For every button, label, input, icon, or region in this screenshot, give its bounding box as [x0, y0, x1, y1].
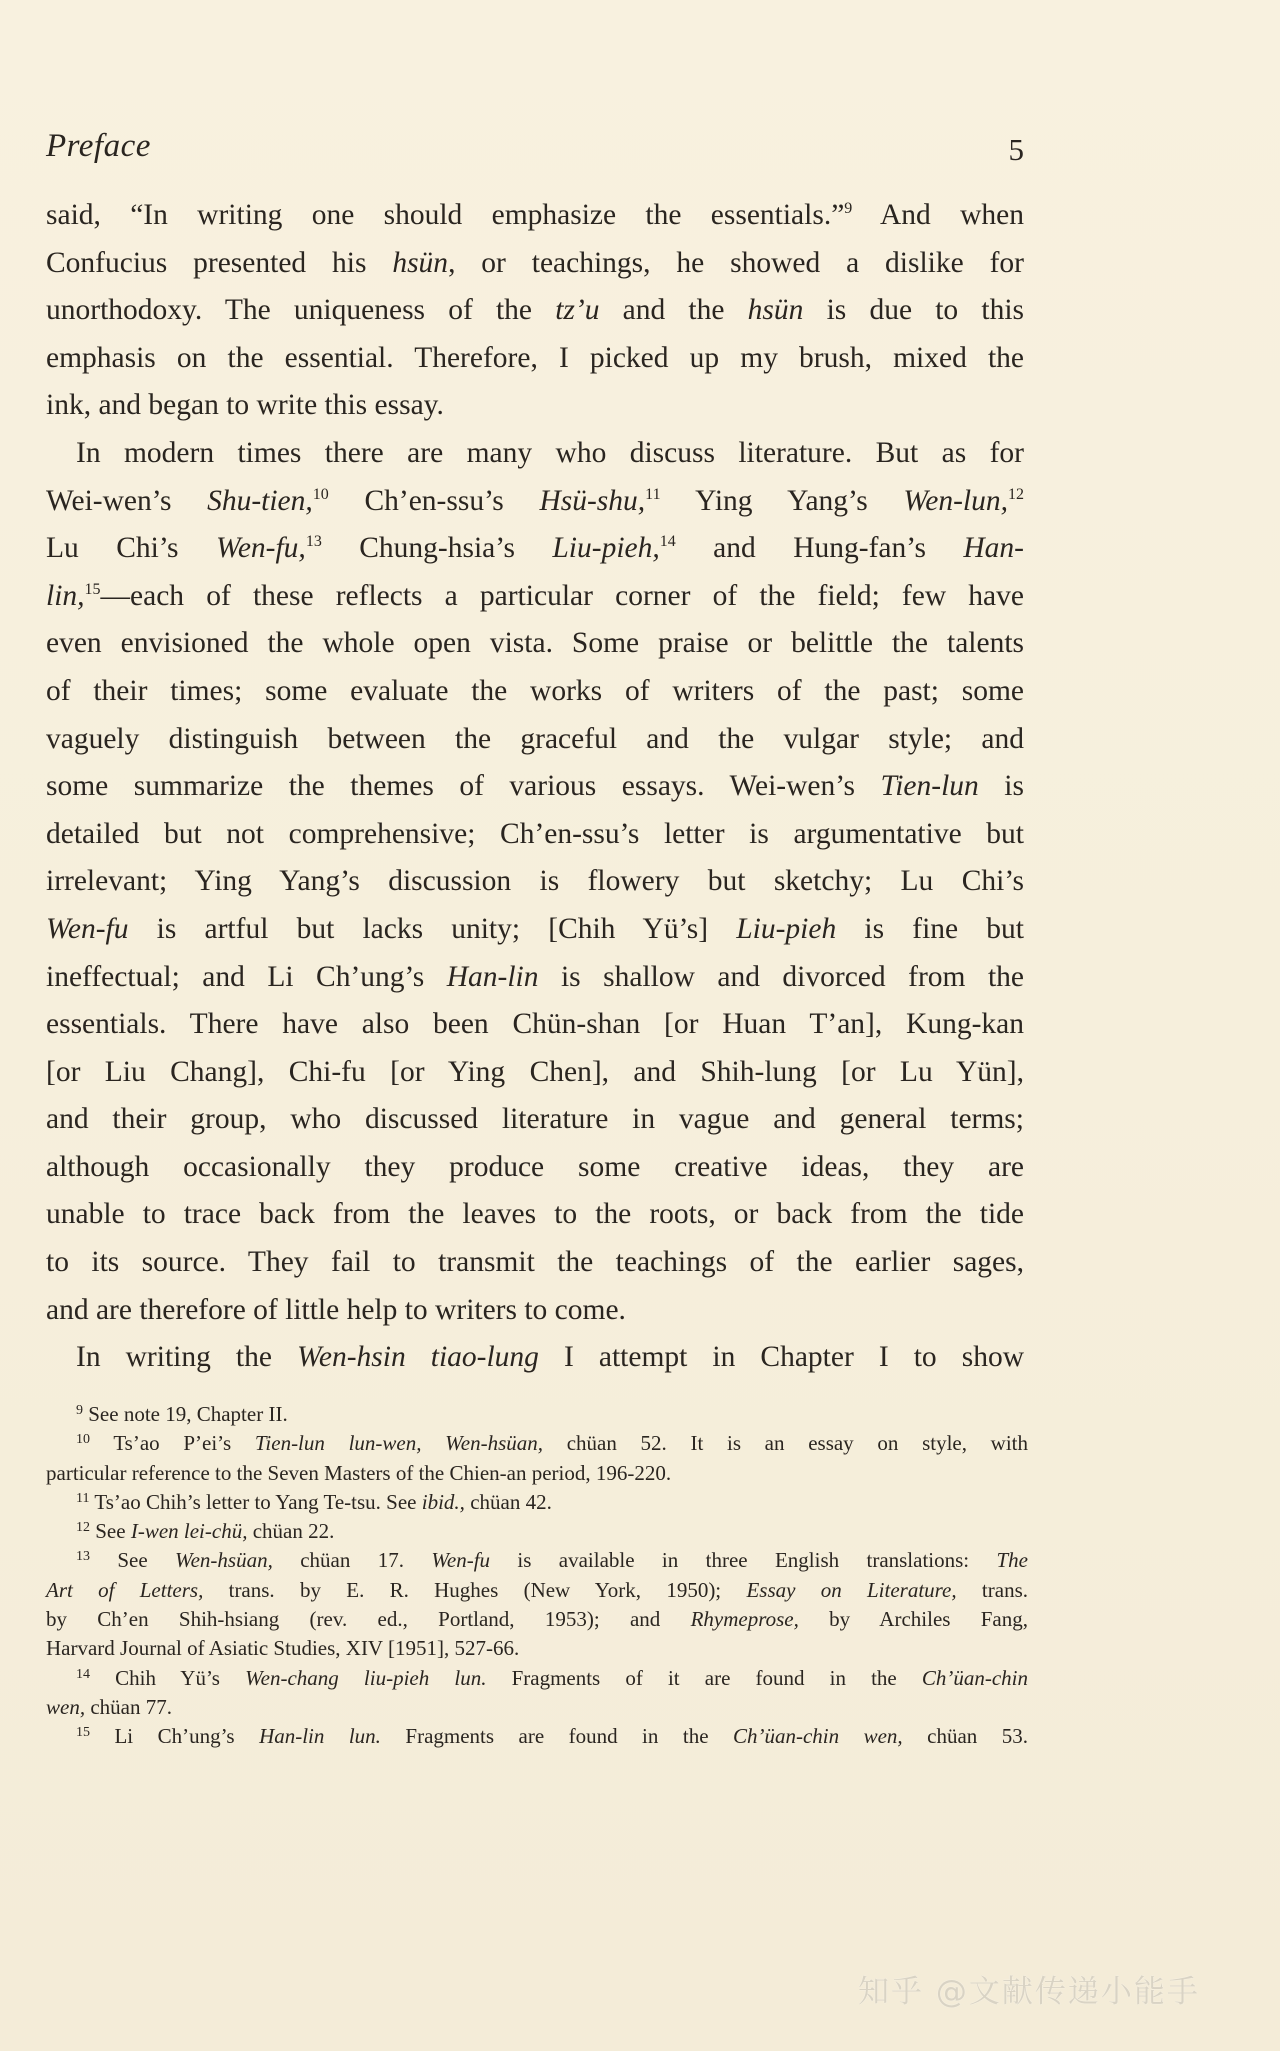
- footnote-line: [46, 1664, 1028, 1693]
- text-run: and their group, who discussed literature in vague and general terms;: [46, 1103, 1024, 1136]
- text-run: irrelevant; Ying Yang’s discussion is flowery but sketchy; Lu Chi’s: [46, 865, 1024, 898]
- text-line: [46, 1001, 1024, 1049]
- text-run: even envisioned the whole open vista. Some praise or belittle the talents: [46, 627, 1024, 660]
- text-line: [46, 1049, 1024, 1097]
- text-run: chüan 77.: [85, 1694, 172, 1719]
- text-run: trans. by E. R. Hughes (New York, 1950);: [203, 1577, 747, 1602]
- text-run: of their times; some evaluate the works of writers of the past; some: [46, 674, 1024, 707]
- text-run: Fragments are found in the: [380, 1724, 733, 1749]
- italic-title: Tien-lun lun-wen, Wen-hsüan,: [254, 1431, 543, 1456]
- footnote-line: [46, 1459, 1028, 1488]
- footnote-marker: 9: [76, 1403, 83, 1418]
- text-run: Harvard Journal of Asiatic Studies, XIV [1951], 527-66.: [46, 1636, 520, 1661]
- text-run: is: [978, 770, 1024, 803]
- text-run: See: [90, 1519, 131, 1544]
- text-line: [46, 1096, 1024, 1144]
- text-run: and are therefore of little help to writers to come.: [46, 1293, 626, 1326]
- footnote-line: [46, 1576, 1028, 1605]
- text-run: Fragments of it are found in the: [486, 1665, 922, 1690]
- italic-title: Han-lin: [446, 960, 539, 993]
- text-run: chüan 17.: [272, 1548, 432, 1573]
- text-run: In modern times there are many who discuss literature. But as for: [76, 436, 1024, 469]
- text-line: [46, 1334, 1024, 1382]
- text-run: Chung-hsia’s: [321, 532, 553, 565]
- text-run: chüan 22.: [247, 1519, 335, 1544]
- text-run: See: [90, 1548, 176, 1573]
- footnote-marker: 14: [76, 1666, 90, 1682]
- footnote-line: [46, 1693, 1028, 1722]
- text-run: by Archiles Fang,: [798, 1607, 1028, 1632]
- text-line: [46, 1144, 1024, 1192]
- text-run: by Ch’en Shih-hsiang (rev. ed., Portland, 1953); and: [46, 1607, 691, 1632]
- text-run: unorthodoxy. The uniqueness of the: [46, 294, 556, 327]
- footnote-marker: 13: [305, 533, 322, 551]
- text-line: [46, 858, 1024, 906]
- text-line: [46, 573, 1024, 621]
- text-line: [46, 954, 1024, 1002]
- italic-title: hsün: [392, 246, 449, 279]
- text-run: Ch’en-ssu’s: [328, 484, 540, 517]
- footnote-marker: 13: [76, 1549, 90, 1565]
- text-run: particular reference to the Seven Masters of the Chien-an period, 196-220.: [46, 1460, 672, 1485]
- footnotes: [46, 1400, 1028, 1752]
- footnote-marker: 15: [84, 580, 101, 598]
- text-run: [or Liu Chang], Chi-fu [or Ying Chen], and Shih-lung [or Lu Yün],: [46, 1055, 1024, 1088]
- text-run: In writing the: [76, 1341, 297, 1374]
- text-line: [46, 620, 1024, 668]
- text-run: and the: [599, 294, 748, 327]
- text-run: is available in three English translations:: [490, 1548, 997, 1573]
- italic-title: Essay on Literature,: [746, 1577, 957, 1602]
- text-run: I attempt in Chapter I to show: [538, 1341, 1024, 1374]
- italic-title: Han-: [963, 532, 1024, 565]
- footnote-marker: 10: [76, 1432, 90, 1448]
- page-number: 5: [1008, 132, 1024, 167]
- text-run: some summarize the themes of various essays. Wei-wen’s: [46, 770, 881, 803]
- text-run: —each of these reflects a particular corner of the field; few have: [100, 579, 1024, 612]
- italic-title: Wen-fu,: [215, 532, 306, 565]
- footnote-line: [46, 1605, 1028, 1634]
- text-run: and Hung-fan’s: [675, 532, 964, 565]
- text-run: Wei-wen’s: [46, 484, 208, 517]
- footnote-line: [46, 1722, 1028, 1751]
- footnote-marker: 10: [312, 485, 329, 503]
- italic-title: Tien-lun: [880, 770, 979, 803]
- text-run: Ying Yang’s: [660, 484, 904, 517]
- italic-title: Han-lin lun.: [259, 1724, 381, 1749]
- italic-title: Liu-pieh,: [552, 532, 660, 565]
- footnote-marker: 14: [659, 533, 676, 551]
- body-text: [46, 192, 1024, 1382]
- italic-title: Wen-hsüan,: [175, 1548, 273, 1573]
- text-run: , or teachings, he showed a dislike for: [448, 246, 1024, 279]
- text-line: [46, 716, 1024, 764]
- italic-title: wen,: [46, 1694, 86, 1719]
- italic-title: Ch’üan-chin wen,: [732, 1724, 903, 1749]
- text-line: [46, 240, 1024, 288]
- text-run: Ts’ao Chih’s letter to Yang Te-tsu. See: [89, 1489, 422, 1514]
- italic-title: hsün: [747, 294, 804, 327]
- footnote-line: [46, 1546, 1028, 1575]
- text-run: Confucius presented his: [46, 246, 393, 279]
- footnote-marker: 12: [76, 1520, 90, 1536]
- text-run: detailed but not comprehensive; Ch’en-ssu’s letter is argumentative but: [46, 817, 1024, 850]
- italic-title: tz’u: [555, 294, 600, 327]
- text-line: [46, 1287, 1024, 1335]
- text-run: See note 19, Chapter II.: [83, 1402, 288, 1426]
- text-run: unable to trace back from the leaves to the roots, or back from the tide: [46, 1198, 1024, 1231]
- italic-title: Rhymeprose,: [690, 1607, 799, 1632]
- text-run: ineffectual; and Li Ch’ung’s: [46, 960, 447, 993]
- text-run: to its source. They fail to transmit the teachings of the earlier sages,: [46, 1246, 1024, 1279]
- italic-title: ibid.,: [421, 1489, 465, 1514]
- text-run: Li Ch’ung’s: [90, 1724, 260, 1749]
- text-run: Ts’ao P’ei’s: [90, 1431, 255, 1456]
- text-run: is shallow and divorced from the: [538, 960, 1024, 993]
- italic-title: Wen-lun,: [903, 484, 1008, 517]
- text-run: although occasionally they produce some creative ideas, they are: [46, 1150, 1024, 1183]
- text-line: [46, 763, 1024, 811]
- italic-title: Wen-fu: [431, 1548, 491, 1573]
- text-line: [46, 192, 1024, 240]
- italic-title: lin,: [46, 579, 85, 612]
- text-run: chüan 52. It is an essay on style, with: [543, 1431, 1029, 1456]
- italic-title: The: [996, 1548, 1028, 1573]
- italic-title: Wen-hsin tiao-lung: [297, 1341, 539, 1374]
- italic-title: Art of Letters,: [46, 1577, 204, 1602]
- text-run: said, “In writing one should emphasize the essentials.”: [46, 199, 845, 231]
- footnote-line: [46, 1429, 1028, 1458]
- footnote-marker: 15: [76, 1725, 90, 1741]
- text-line: [46, 430, 1024, 478]
- text-run: Chih Yü’s: [90, 1665, 246, 1690]
- text-run: Lu Chi’s: [46, 532, 216, 565]
- text-run: vaguely distinguish between the graceful and the vulgar style; and: [46, 722, 1024, 755]
- footnote-marker: 12: [1008, 485, 1024, 503]
- text-line: [46, 525, 1024, 573]
- footnote-line: [46, 1634, 1028, 1663]
- footnote-marker: 11: [645, 485, 661, 503]
- footnote-line: [46, 1488, 1028, 1517]
- italic-title: Ch’üan-chin: [921, 1665, 1029, 1690]
- text-line: [46, 382, 1024, 430]
- text-run: is artful but lacks unity; [Chih Yü’s]: [128, 912, 737, 945]
- footnote-line: [46, 1517, 1028, 1546]
- text-line: [46, 287, 1024, 335]
- text-line: [46, 811, 1024, 859]
- text-run: is due to this: [803, 294, 1024, 327]
- text-run: And when: [852, 199, 1024, 231]
- text-run: emphasis on the essential. Therefore, I picked up my brush, mixed the: [46, 341, 1024, 374]
- text-run: essentials. There have also been Chün-shan [or Huan T’an], Kung-kan: [46, 1008, 1024, 1041]
- text-line: [46, 335, 1024, 383]
- text-line: [46, 906, 1024, 954]
- text-run: chüan 42.: [464, 1489, 552, 1514]
- text-run: is fine but: [836, 912, 1024, 945]
- footnote-marker: 11: [76, 1490, 90, 1506]
- footnote-line: [46, 1400, 1028, 1429]
- text-line: [46, 478, 1024, 526]
- italic-title: Shu-tien,: [207, 484, 313, 517]
- text-run: ink, and began to write this essay.: [46, 389, 444, 422]
- text-line: [46, 1191, 1024, 1239]
- running-head: Preface: [46, 128, 151, 164]
- footnote-marker: 9: [844, 200, 853, 217]
- italic-title: Wen-fu: [46, 912, 129, 945]
- page-header: [46, 128, 1024, 172]
- italic-title: Liu-pieh: [736, 912, 837, 945]
- text-line: [46, 1239, 1024, 1287]
- text-run: trans.: [956, 1577, 1028, 1602]
- italic-title: I-wen lei-chü,: [130, 1519, 248, 1544]
- watermark: 知乎 @文献传递小能手: [858, 1974, 1200, 2010]
- text-line: [46, 668, 1024, 716]
- italic-title: Wen-chang liu-pieh lun.: [245, 1665, 487, 1690]
- italic-title: Hsü-shu,: [539, 484, 646, 517]
- text-run: chüan 53.: [902, 1724, 1028, 1749]
